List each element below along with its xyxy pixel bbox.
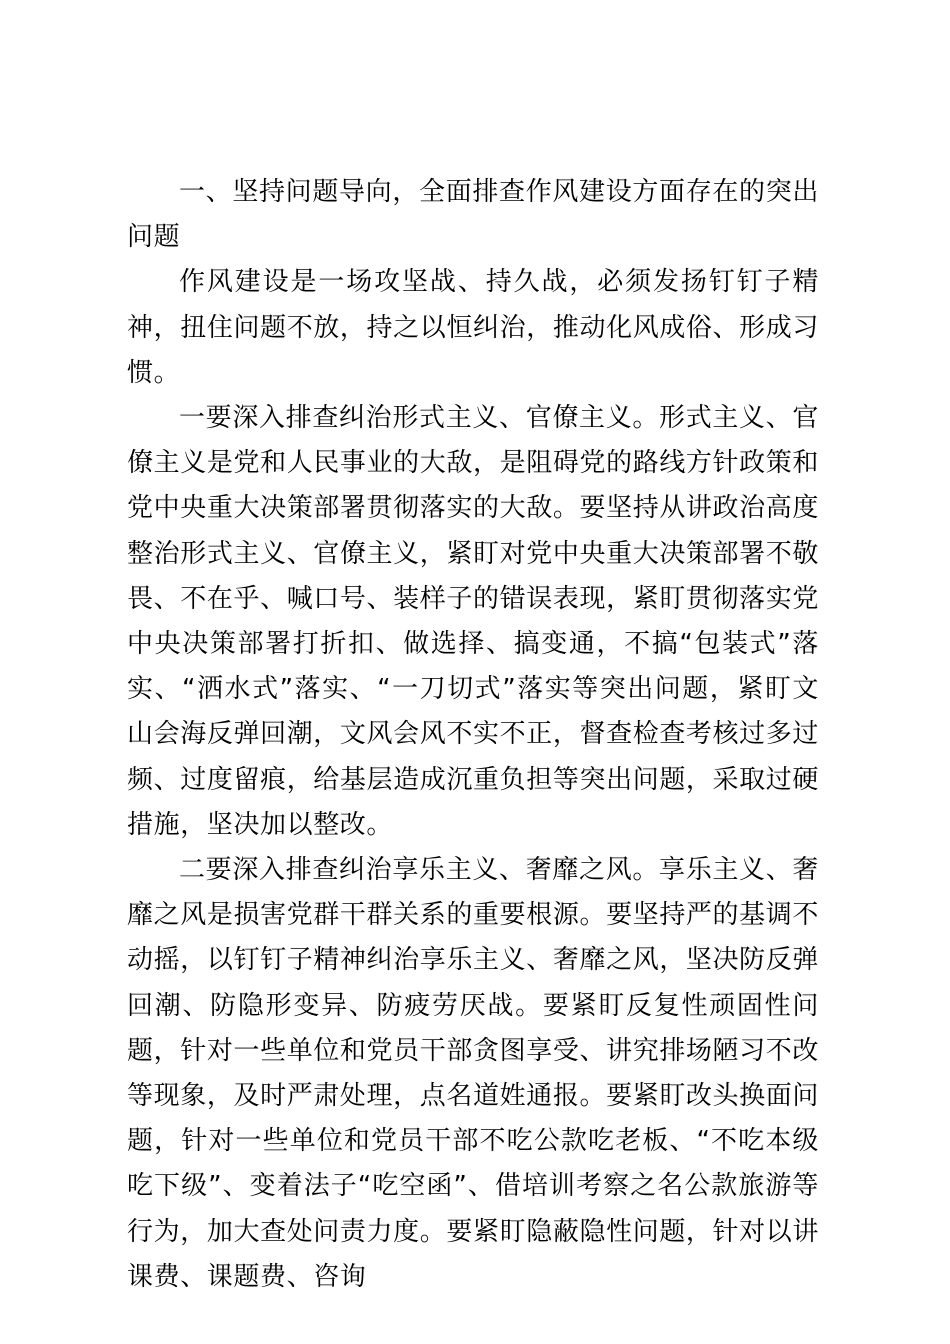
paragraph-intro: 作风建设是一场攻坚战、持久战，必须发扬钉钉子精神，扭住问题不放，持之以恒纠治，推动化风成俗、形成习惯。 [127, 267, 819, 388]
document-page [127, 170, 819, 1300]
section-heading: 一、坚持问题导向，全面排查作风建设方面存在的突出问题 [127, 177, 819, 253]
paragraph-hedonism: 二要深入排查纠治享乐主义、奢靡之风。享乐主义、奢靡之风是损害党群干群关系的重要根源。要坚持严的基调不动摇，以钉钉子精神纠治享乐主义、奢靡之风，坚决防反弹回潮、防隐形变异、防疲劳厌战。要紧盯反复性顽固性问题，针对一些单位和党员干部贪图享受、讲究排场陋习不改等现象，及时严肃处理，点名道姓通报。要紧盯改头换面问题，针对一些单位和党员干部不吃公款吃老板、“不吃本级吃下级”、变着法子“吃空函”、借培训考察之名公款旅游等行为，加大查处问责力度。要紧盯隐蔽隐性问题，针对以讲课费、课题费、咨询 [127, 855, 819, 1292]
paragraph-formalism: 一要深入排查纠治形式主义、官僚主义。形式主义、官僚主义是党和人民事业的大敌，是阻碍党的路线方针政策和党中央重大决策部署贯彻落实的大敌。要坚持从讲政治高度整治形式主义、官僚主义，紧盯对党中央重大决策部署不敬畏、不在乎、喊口号、装样子的错误表现，紧盯贯彻落实党中央决策部署打折扣、做选择、搞变通，不搞“包装式”落实、“洒水式”落实、“一刀切式”落实等突出问题，紧盯文山会海反弹回潮，文风会风不实不正，督查检查考核过多过频、过度留痕，给基层造成沉重负担等突出问题，采取过硬措施，坚决加以整改。 [127, 403, 819, 840]
